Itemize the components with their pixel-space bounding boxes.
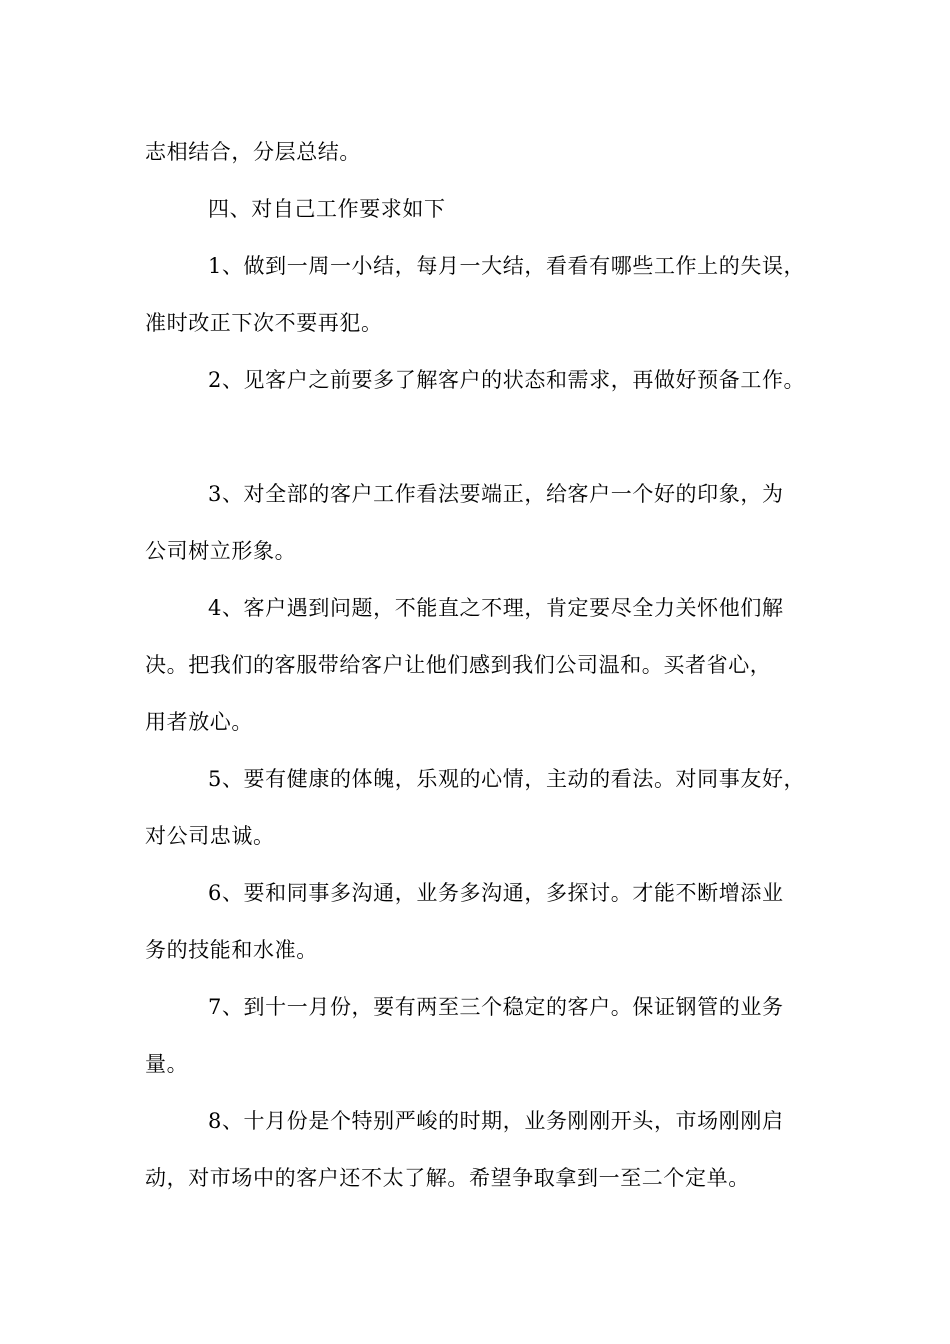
section-heading: 四、对自己工作要求如下 — [208, 197, 446, 221]
item-6-line-2: 务的技能和水准。 — [145, 938, 318, 962]
item-8-line-1: 8、十月份是个特别严峻的时期，业务刚刚开头，市场刚刚启 — [208, 1109, 784, 1133]
item-6-line-1: 6、要和同事多沟通，业务多沟通，多探讨。才能不断增添业 — [208, 881, 784, 905]
item-7-line-2: 量。 — [145, 1052, 189, 1076]
item-5-line-2: 对公司忠诚。 — [145, 824, 275, 848]
item-7-line-1: 7、到十一月份，要有两至三个稳定的客户。保证钢管的业务 — [208, 995, 784, 1019]
item-5-line-1: 5、要有健康的体魄，乐观的心情，主动的看法。对同事友好， — [208, 767, 806, 791]
item-3-line-1: 3、对全部的客户工作看法要端正，给客户一个好的印象，为 — [208, 482, 784, 506]
item-3-line-2: 公司树立形象。 — [145, 539, 297, 563]
item-1-line-1: 1、做到一周一小结，每月一大结，看看有哪些工作上的失误， — [208, 254, 806, 278]
text-line-continuation: 志相结合，分层总结。 — [145, 140, 361, 164]
item-4-line-3: 用者放心。 — [145, 710, 253, 734]
item-2-line-1: 2、见客户之前要多了解客户的状态和需求，再做好预备工作。 — [208, 368, 806, 392]
item-8-line-2: 动，对市场中的客户还不太了解。希望争取拿到一至二个定单。 — [145, 1166, 750, 1190]
item-1-line-2: 准时改正下次不要再犯。 — [145, 311, 383, 335]
item-4-line-1: 4、客户遇到问题，不能直之不理，肯定要尽全力关怀他们解 — [208, 596, 784, 620]
item-4-line-2: 决。把我们的客服带给客户让他们感到我们公司温和。买者省心， — [145, 653, 772, 677]
